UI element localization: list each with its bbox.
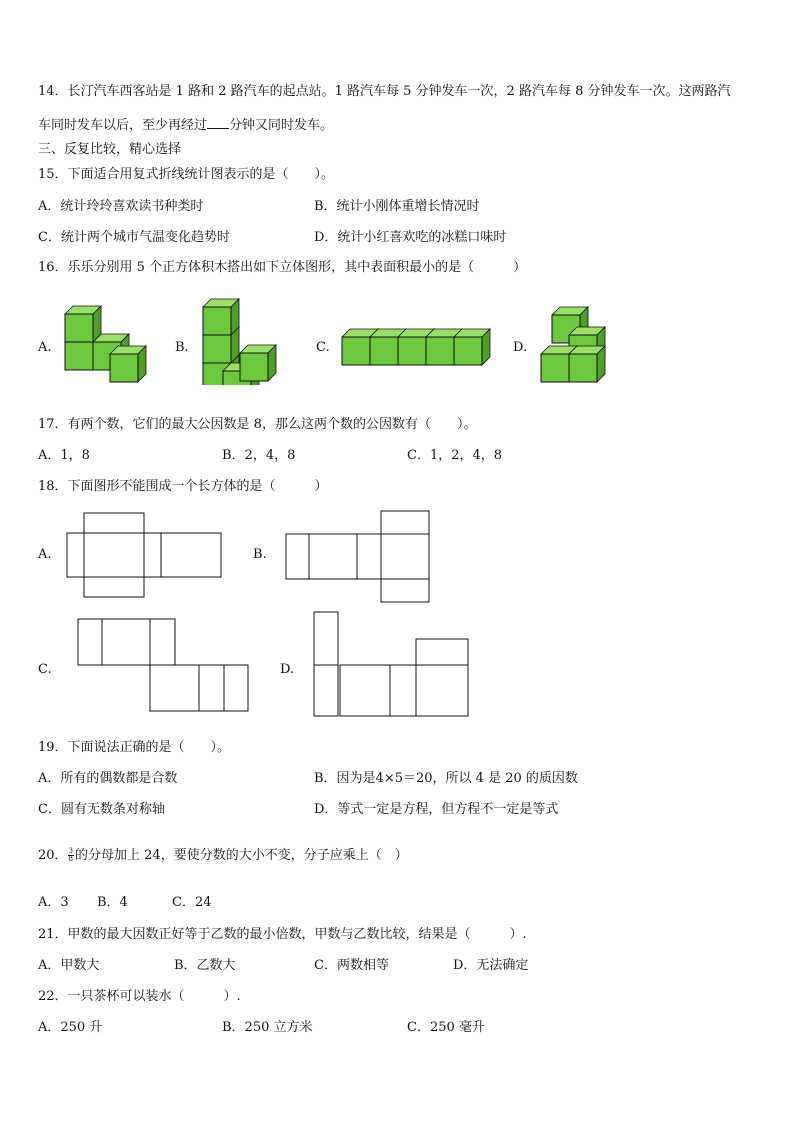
q20-fraction-numerator: 3: [68, 847, 74, 855]
cube-front-face: [370, 337, 398, 365]
q22-option-c[interactable]: C．250 毫升: [407, 1020, 485, 1035]
q21-option-b[interactable]: B．乙数大: [174, 958, 236, 973]
cube-front-face: [240, 353, 268, 381]
q14-answer-blank[interactable]: [207, 116, 229, 129]
q18-label-d[interactable]: D.: [280, 662, 295, 677]
q18-label-b[interactable]: B.: [253, 547, 267, 562]
cube-front-face: [454, 337, 482, 365]
q18-net-d: [314, 612, 468, 716]
q20-stem-text: 的分母加上 24，要使分数的大小不变，分子应乘上（ ）: [75, 848, 408, 863]
q22-option-a[interactable]: A．250 升: [38, 1020, 103, 1035]
q17-stem: 17．有两个数，它们的最大公因数是 8，那么这两个数的公因数有（ ）。: [38, 417, 477, 432]
q20-option-a[interactable]: A．3: [38, 895, 69, 910]
q19-option-a[interactable]: A．所有的偶数都是合数: [38, 771, 178, 786]
q21-option-a[interactable]: A．甲数大: [38, 958, 100, 973]
q14-line2-start: 车同时发车以后，至少再经过: [38, 118, 208, 133]
cube-front-face: [569, 354, 597, 382]
q19-option-c[interactable]: C．圆有无数条对称轴: [38, 802, 165, 817]
q19-option-d[interactable]: D．等式一定是方程，但方程不一定是等式: [314, 802, 559, 817]
q15-option-b[interactable]: B．统计小刚体重增长情况时: [314, 199, 480, 214]
q20-option-c[interactable]: C．24: [172, 895, 212, 910]
q17-option-b[interactable]: B．2，4，8: [222, 448, 296, 463]
q14-line1: 14．长汀汽车西客站是 1 路和 2 路汽车的起点站。1 路汽车每 5 分钟发车一次，2 路汽车每 8 分钟发车一次。这两路汽: [38, 84, 731, 99]
cube-front-face: [398, 337, 426, 365]
cube-front-face: [65, 314, 93, 342]
cube-front-face: [65, 342, 93, 370]
q19-option-b[interactable]: B．因为是4×5＝20，所以 4 是 20 的质因数: [314, 771, 578, 786]
q21-stem: 21．甲数的最大因数正好等于乙数的最小倍数，甲数与乙数比较，结果是（ ）.: [38, 927, 527, 942]
q16-label-a[interactable]: A.: [38, 340, 52, 355]
q20-stem: [38, 848, 408, 864]
q14-line2: [38, 116, 333, 134]
q16-figure-b-cubes: [203, 299, 276, 385]
q16-cube-figures: [0, 285, 794, 385]
cube-front-face: [541, 354, 569, 382]
q15-option-d[interactable]: D．统计小红喜欢吃的冰糕口味时: [314, 230, 507, 245]
q16-label-b[interactable]: B.: [175, 340, 189, 355]
cube-front-face: [203, 335, 231, 363]
cube-front-face: [342, 337, 370, 365]
q16-figure-c-cubes: [342, 329, 490, 365]
q16-label-c[interactable]: C.: [316, 340, 330, 355]
q18-net-figures: [0, 500, 794, 725]
q18-label-c[interactable]: C.: [38, 662, 52, 677]
q20-fraction: [68, 848, 74, 863]
q15-option-a[interactable]: A．统计玲玲喜欢读书种类时: [38, 199, 204, 214]
q21-option-d[interactable]: D．无法确定: [453, 958, 529, 973]
q17-option-c[interactable]: C．1，2，4，8: [407, 448, 503, 463]
q15-stem: 15．下面适合用复式折线统计图表示的是（ ）。: [38, 167, 335, 182]
q22-stem: 22．一只茶杯可以装水（ ）.: [38, 989, 241, 1004]
q20-number: 20．: [38, 848, 68, 863]
q16-figure-d-cubes: [541, 307, 605, 382]
q21-option-c[interactable]: C．两数相等: [314, 958, 389, 973]
q20-option-b[interactable]: B．4: [97, 895, 128, 910]
section3-title: 三、反复比较，精心选择: [38, 142, 182, 157]
q22-option-b[interactable]: B．250 立方米: [222, 1020, 313, 1035]
q15-option-c[interactable]: C．统计两个城市气温变化趋势时: [38, 230, 230, 245]
q16-figure-a-cubes: [65, 306, 146, 382]
q16-stem: 16．乐乐分别用 5 个正方体积木搭出如下立体图形，其中表面积最小的是（ ）: [38, 260, 527, 275]
cube-front-face: [426, 337, 454, 365]
q18-net-b: [286, 511, 429, 602]
q19-stem: 19．下面说法正确的是（ ）。: [38, 740, 231, 755]
cube-front-face: [110, 354, 138, 382]
q18-stem: 18．下面图形不能围成一个长方体的是（ ）: [38, 479, 328, 494]
q16-label-d[interactable]: D.: [513, 340, 528, 355]
q18-net-a: [67, 513, 221, 597]
q14-line2-end: 分钟又同时发车。: [229, 118, 334, 133]
q18-label-a[interactable]: A.: [38, 547, 52, 562]
cube-front-face: [203, 307, 231, 335]
q18-net-c: [78, 619, 248, 711]
q17-option-a[interactable]: A．1，8: [38, 448, 90, 463]
q20-fraction-denominator: 8: [68, 855, 74, 863]
